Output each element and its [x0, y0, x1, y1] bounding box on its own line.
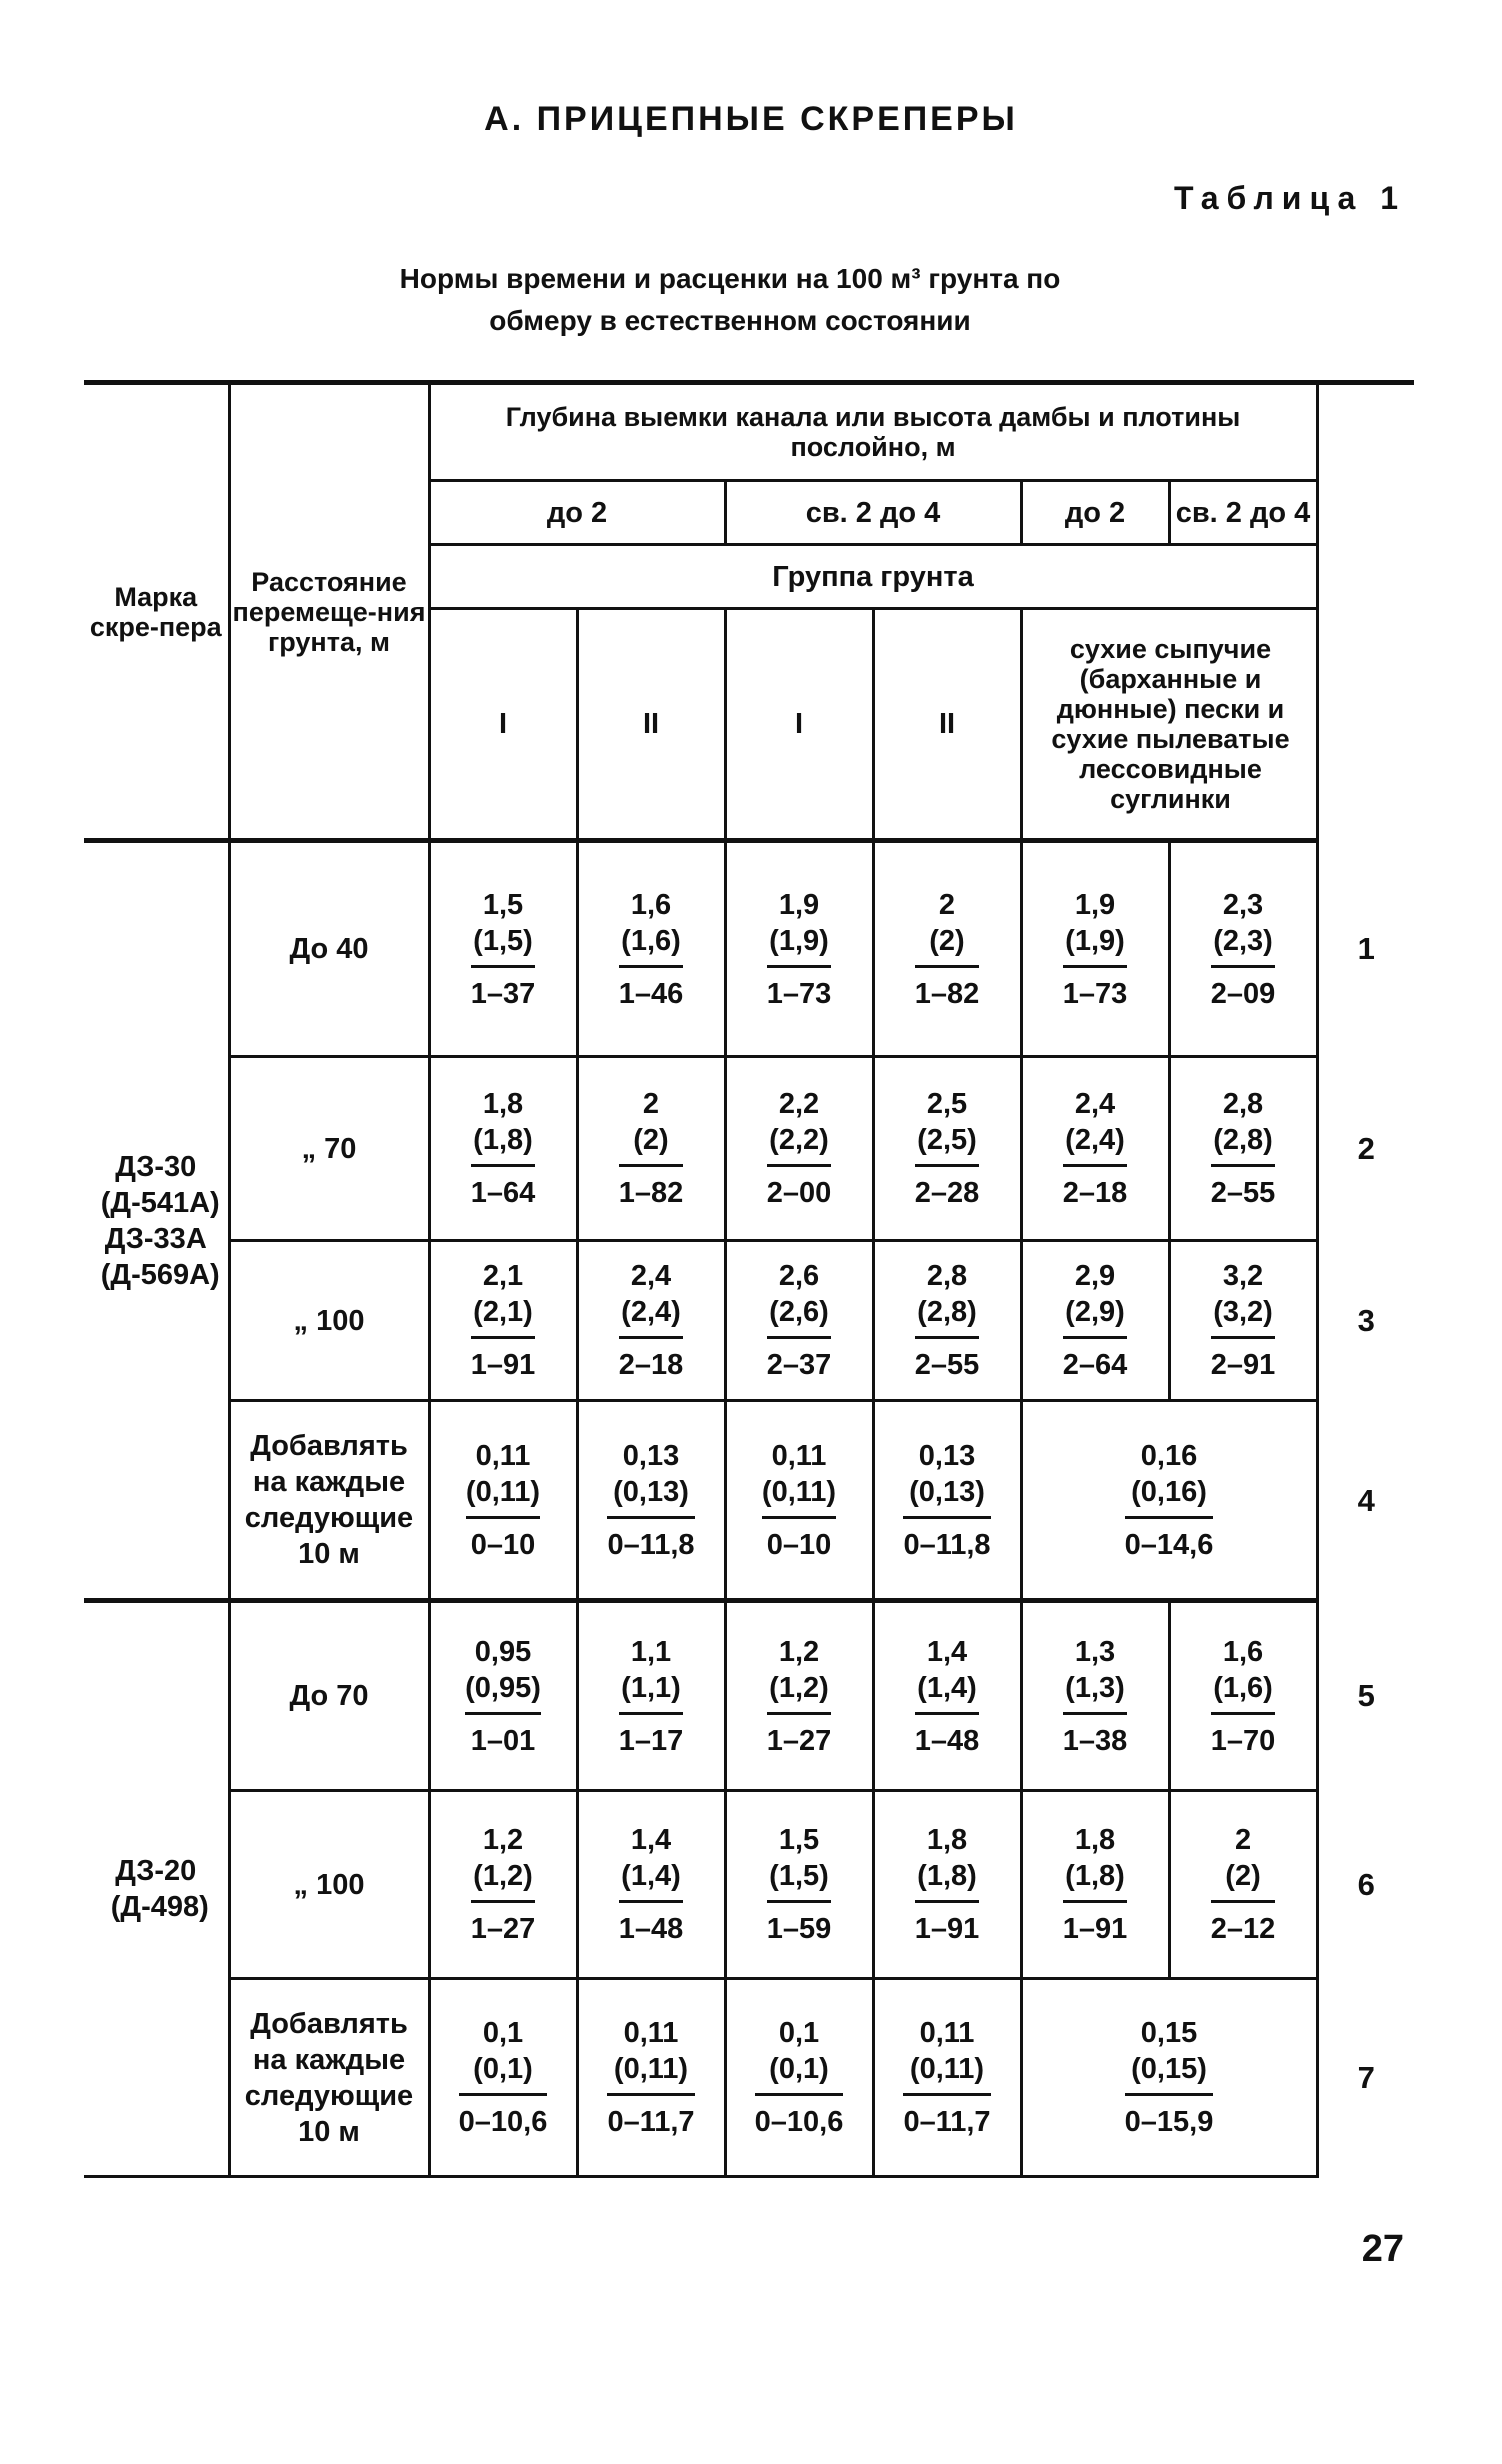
header-distance: Расстояние перемеще-ния грунта, м [229, 383, 429, 841]
header-depth-2to4-a: св. 2 до 4 [725, 481, 1021, 545]
row-number: 4 [1357, 1482, 1375, 1518]
value-cell: 1,8 (1,8) 1–91 [914, 1824, 980, 1945]
value-cell: 1,8 (1,8) 1–64 [470, 1088, 536, 1209]
distance-cell: „ 100 [229, 1791, 429, 1979]
value-cell: 1,8 (1,8) 1–91 [1062, 1824, 1128, 1945]
value-cell: 1,6 (1,6) 1–46 [618, 888, 684, 1010]
header-rownum-blank [1317, 383, 1414, 841]
value-cell: 1,3 (1,3) 1–38 [1062, 1635, 1128, 1757]
value-cell: 1,4 (1,4) 1–48 [914, 1635, 980, 1757]
header-group-1b: I [725, 609, 873, 841]
table-subtitle [300, 258, 1160, 342]
value-cell: 0,15 (0,15) 0–15,9 [1124, 2017, 1214, 2138]
row-number: 6 [1357, 1866, 1375, 1902]
header-depth-2to4-b: св. 2 до 4 [1169, 481, 1317, 545]
value-cell: 0,1 (0,1) 0–10,6 [458, 2017, 548, 2138]
value-cell: 1,1 (1,1) 1–17 [618, 1635, 684, 1757]
value-cell: 0,13 (0,13) 0–11,8 [903, 1439, 991, 1561]
table-row [84, 1791, 1414, 1979]
value-cell: 1,9 (1,9) 1–73 [1062, 888, 1128, 1010]
value-cell: 1,4 (1,4) 1–48 [618, 1824, 684, 1945]
distance-cell: „ 100 [229, 1241, 429, 1401]
value-cell: 2,2 (2,2) 2–00 [766, 1088, 832, 1209]
table-row [84, 841, 1414, 1057]
value-cell: 2,5 (2,5) 2–28 [914, 1088, 980, 1209]
distance-cell: Добавлять на каждые следующие 10 м [229, 1979, 429, 2177]
value-cell: 1,2 (1,2) 1–27 [766, 1635, 832, 1757]
value-cell: 0,1 (0,1) 0–10,6 [754, 2017, 844, 2138]
value-cell: 0,11 (0,11) 0–10 [465, 1439, 541, 1561]
value-cell: 1,2 (1,2) 1–27 [470, 1824, 536, 1945]
header-soil-group: Группа грунта [429, 545, 1317, 609]
value-cell: 1,9 (1,9) 1–73 [766, 888, 832, 1010]
distance-cell: „ 70 [229, 1057, 429, 1241]
header-depth-upto2-b: до 2 [1021, 481, 1169, 545]
value-cell: 2,4 (2,4) 2–18 [618, 1260, 684, 1381]
brand-cell-a: ДЗ-30 (Д-541А) ДЗ-33А (Д-569А) [84, 841, 229, 1601]
header-brand: Марка скре-пера [84, 383, 229, 841]
value-cell: 2 (2) 2–12 [1210, 1824, 1276, 1945]
table-row [84, 1401, 1414, 1601]
header-group-2a: II [577, 609, 725, 841]
value-cell: 3,2 (3,2) 2–91 [1210, 1260, 1276, 1381]
value-cell: 2 (2) 1–82 [618, 1088, 684, 1209]
distance-cell: До 40 [229, 841, 429, 1057]
row-number: 7 [1357, 2059, 1375, 2095]
value-cell: 0,11 (0,11) 0–10 [761, 1439, 837, 1561]
table-row [84, 1057, 1414, 1241]
value-cell: 2,8 (2,8) 2–55 [914, 1260, 980, 1381]
subtitle-line-2: обмеру в естественном состоянии [489, 305, 971, 336]
table-row [84, 1979, 1414, 2177]
distance-cell: Добавлять на каждые следующие 10 м [229, 1401, 429, 1601]
value-cell: 0,13 (0,13) 0–11,8 [607, 1439, 695, 1561]
value-cell: 2,8 (2,8) 2–55 [1210, 1088, 1276, 1209]
row-number: 3 [1357, 1302, 1375, 1338]
table-label: Таблица 1 [1173, 180, 1406, 216]
value-cell: 0,16 (0,16) 0–14,6 [1124, 1439, 1214, 1561]
table-row [84, 1241, 1414, 1401]
header-group-sand: сухие сыпучие (барханные и дюнные) пески и сухие пылеватые лессовидные суглинки [1021, 609, 1317, 841]
subtitle-line-1: Нормы времени и расценки на 100 м³ грунта по [399, 263, 1061, 294]
distance-cell: До 70 [229, 1601, 429, 1791]
value-cell: 1,5 (1,5) 1–59 [766, 1824, 832, 1945]
header-group-1a: I [429, 609, 577, 841]
value-cell: 0,11 (0,11) 0–11,7 [903, 2017, 991, 2138]
value-cell: 1,5 (1,5) 1–37 [470, 888, 536, 1010]
value-cell: 2,1 (2,1) 1–91 [470, 1260, 536, 1381]
header-depth-upto2-a: до 2 [429, 481, 725, 545]
brand-cell-b: ДЗ-20 (Д-498) [84, 1601, 229, 2177]
section-title: А. ПРИЦЕПНЫЕ СКРЕПЕРЫ [484, 100, 1018, 138]
value-cell: 2,6 (2,6) 2–37 [766, 1260, 832, 1381]
table-row [84, 1601, 1414, 1791]
header-depth: Глубина выемки канала или высота дамбы и плотины послойно, м [429, 383, 1317, 481]
value-cell: 2,3 (2,3) 2–09 [1210, 888, 1276, 1010]
row-number: 1 [1357, 930, 1375, 966]
value-cell: 2,4 (2,4) 2–18 [1062, 1088, 1128, 1209]
norms-table [84, 380, 1414, 2178]
value-cell: 2 (2) 1–82 [914, 888, 980, 1010]
value-cell: 0,11 (0,11) 0–11,7 [607, 2017, 695, 2138]
value-cell: 1,6 (1,6) 1–70 [1210, 1635, 1276, 1757]
value-cell: 2,9 (2,9) 2–64 [1062, 1260, 1128, 1381]
row-number: 2 [1357, 1130, 1375, 1166]
row-number: 5 [1357, 1677, 1375, 1713]
value-cell: 0,95 (0,95) 1–01 [465, 1635, 541, 1757]
page-number: 27 [1361, 2228, 1404, 2270]
header-group-2b: II [873, 609, 1021, 841]
